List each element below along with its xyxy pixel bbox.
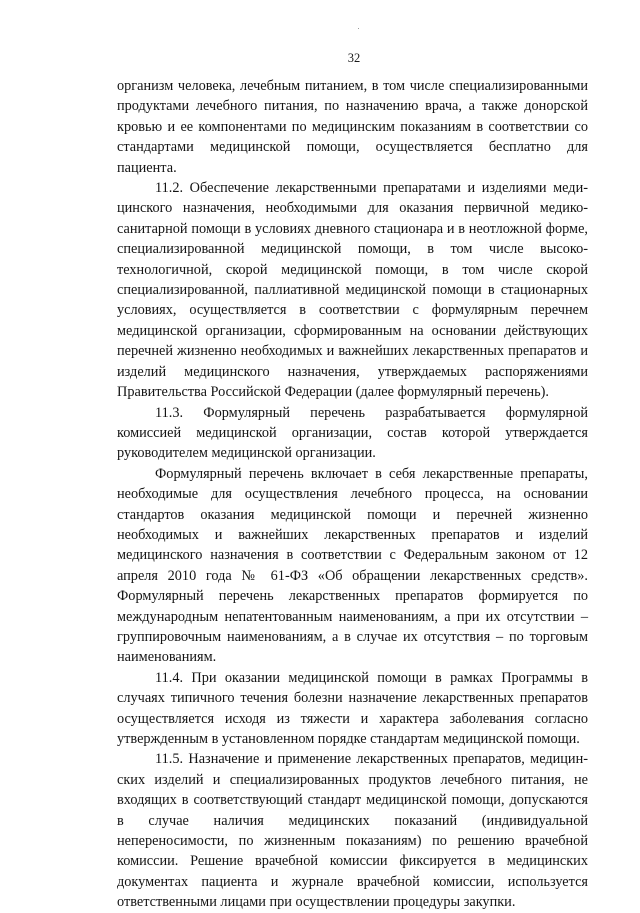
paragraph-11-2: 11.2. Обеспечение лекарственными препаратами и изделиями медицинского назначения, необходимыми для оказания первичной медико-санитарной помощи в условиях дневного стационара и в неотложной форме, специализированной медицинской помощи, в том числе высокотехнологичной, скорой медицинской помощи, в том числе скорой специализированной, паллиативной медицинской помощи в стационарных условиях, осуществляется в соответствии с формулярным перечнем медицинской организации, сформированным на основании действующих перечней жизненно необходимых и важнейших лекарственных препаратов и изделий медицинского назначения, утверждаемых распоряжениями Правительства Российской Федерации (далее формулярный перечень). [117, 180, 588, 401]
scan-speck [358, 28, 359, 29]
paragraph-continuation: организм человека, лечебным питанием, в том числе специализированными продуктами лечебного питания, по назначению врача, а также донорской кровью и ее компонентами по медицинским показаниям в соответствии со стандартами медицинской помощи, осуществляется бесплатно для пациента. [117, 78, 588, 176]
document-body [117, 76, 588, 913]
paragraph-11-3: 11.3. Формулярный перечень разрабатывается формулярной комиссией медицинской организации, состав которой утверждается руководителем медицинской организации. [117, 404, 588, 462]
paragraph-11-5: 11.5. Назначение и применение лекарственных препаратов, медицинских изделий и специализированных продуктов лечебного питания, не входящих в соответствующий стандарт медицинской помощи, допускаются в случае наличия медицинских показаний (индивидуальной непереносимости, по жизненным показаниям) по решению врачебной комиссии. Решение врачебной комиссии фиксируется в медицинских документах пациента и журнале врачебной комиссии, используется ответственными лицами при осуществлении процедуры закупки. [117, 751, 588, 911]
page-number: 32 [347, 51, 361, 65]
paragraph-formulary-list: Формулярный перечень включает в себя лекарственные препараты, необходимые для осуществления лечебного процесса, на основании стандартов оказания медицинской помощи и перечней жизненно необходимых и важнейших лекарственных препаратов и изделий медицинского назначения в соответствии с Федеральным законом от 12 апреля 2010 года № 61-ФЗ «Об обращении лекарственных средств». Формулярный перечень лекарственных препаратов формируется по международным непатентованным наименованиям, а при их отсутствии – группировочным наименованиям, а в случае их отсутствия – по торговым наименованиям. [117, 465, 588, 666]
paragraph-11-4: 11.4. При оказании медицинской помощи в рамках Программы в случаях типичного течения болезни назначение лекарственных препаратов осуществляется исходя из тяжести и характера заболевания согласно утвержденным в установленном порядке стандартам медицинской помощи. [117, 669, 588, 747]
